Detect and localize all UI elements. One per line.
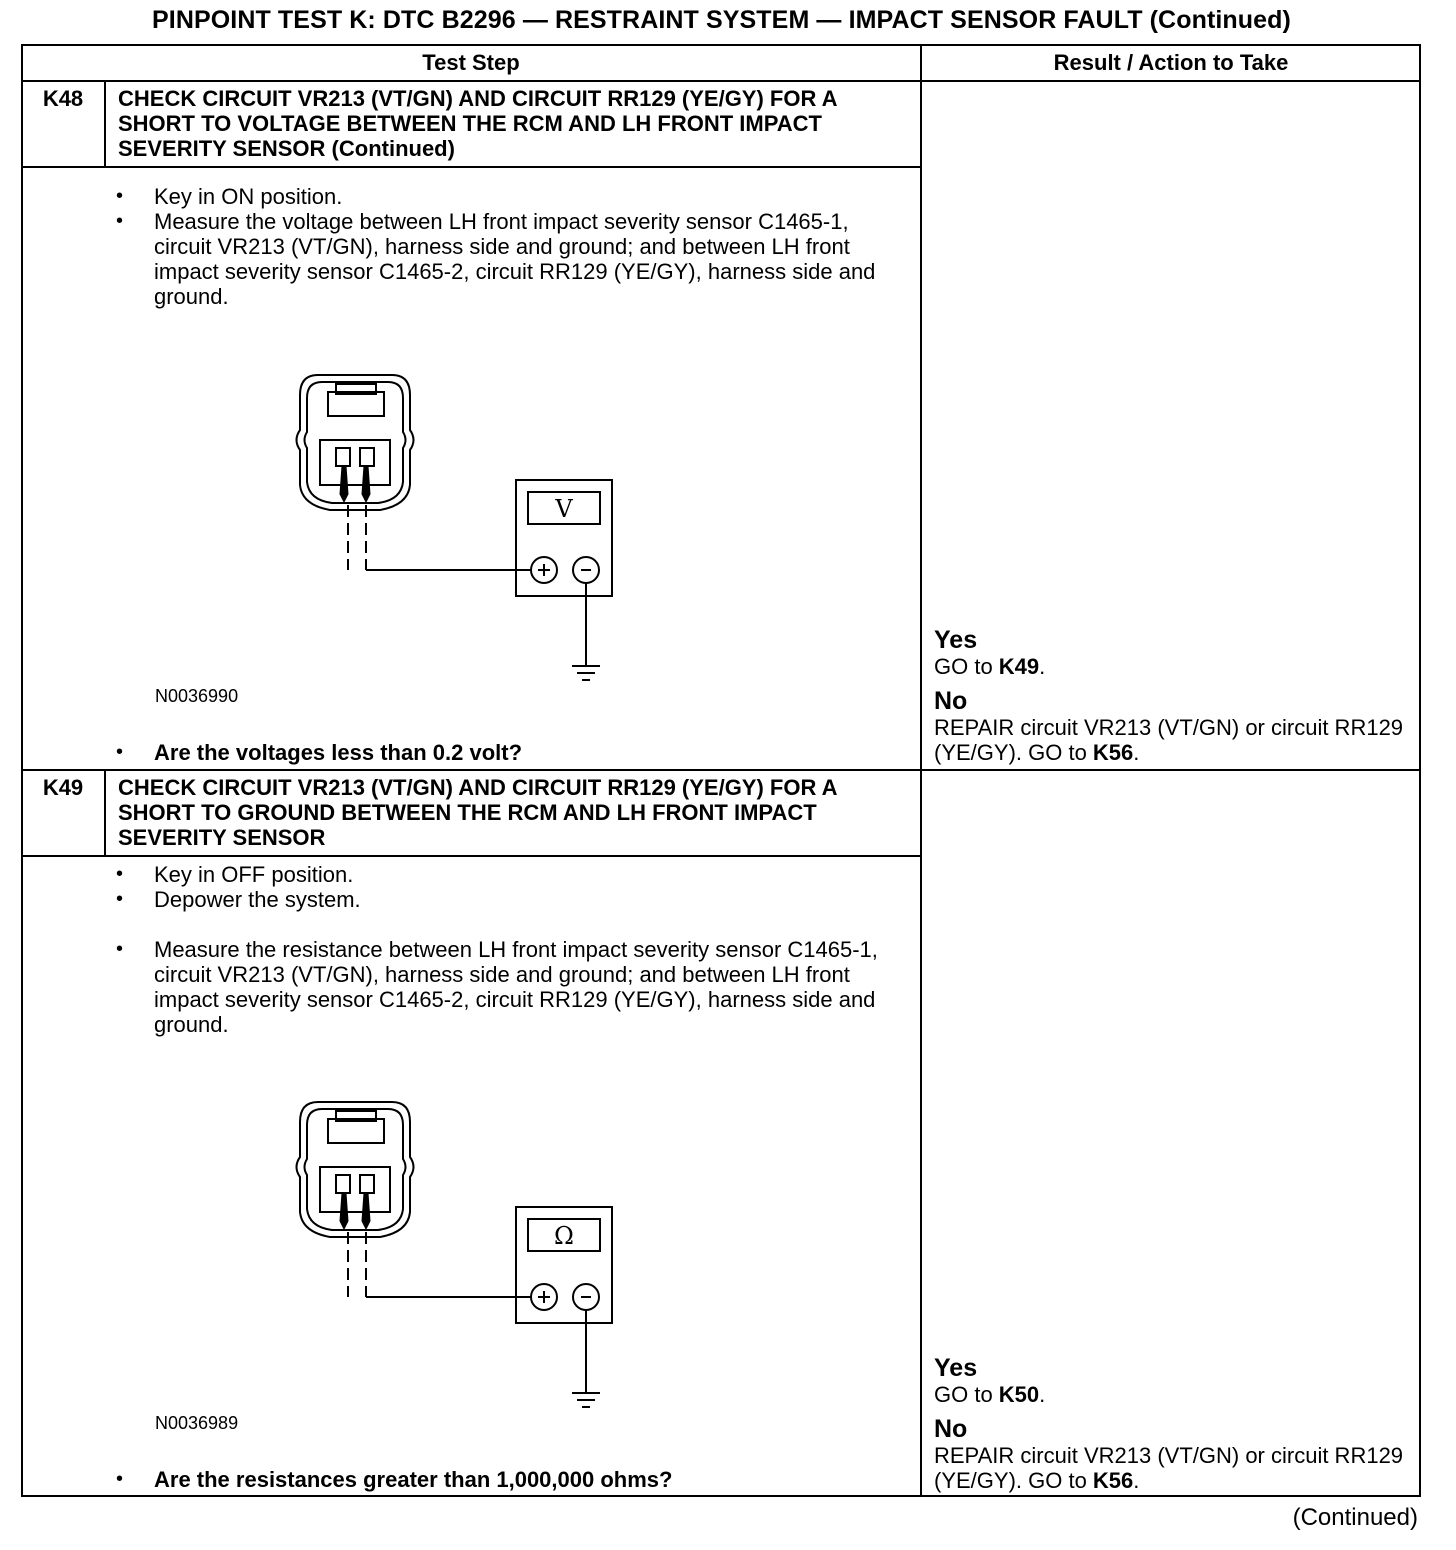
goto-link[interactable]: K49 — [998, 654, 1040, 679]
step-separator — [21, 769, 1421, 771]
step-instructions — [112, 862, 902, 1037]
continued-note: (Continued) — [1292, 1504, 1418, 1531]
header-result-action: Result / Action to Take — [1053, 50, 1289, 75]
step-result — [934, 626, 1414, 765]
resistance-test-diagram — [290, 1097, 630, 1427]
no-action: REPAIR circuit VR213 (VT/GN) or circuit RR129 (YE/GY). GO to K56. — [934, 715, 1404, 765]
step-id: K48 — [42, 86, 84, 111]
ground-symbol-icon — [572, 1310, 600, 1407]
goto-link[interactable]: K50 — [998, 1382, 1040, 1407]
yes-action: GO to K50. — [934, 1382, 1046, 1407]
harness-wire — [348, 1232, 532, 1297]
page-title: PINPOINT TEST K: DTC B2296 — RESTRAINT SYSTEM — IMPACT SENSOR FAULT (Continued) — [152, 6, 1291, 34]
header-test-step: Test Step — [422, 50, 520, 75]
ground-symbol-icon — [572, 583, 600, 680]
instruction-item: • Depower the system. — [112, 887, 902, 912]
instruction-item: • Key in ON position. — [112, 184, 902, 209]
step-instructions — [112, 184, 902, 309]
harness-wire — [348, 505, 532, 570]
no-action: REPAIR circuit VR213 (VT/GN) or circuit RR129 (YE/GY). GO to K56. — [934, 1443, 1404, 1493]
instruction-item: • Measure the resistance between LH front impact severity sensor C1465-1, circuit VR213 (VT/GN), harness side and ground; and between LH front impact severity sensor C1465-2, circuit RR129 (YE/GY), harness side and ground. — [112, 937, 902, 1037]
figure-id: N0036989 — [155, 1413, 239, 1433]
step-question: • Are the voltages less than 0.2 volt? — [112, 740, 954, 765]
step-title-divider — [21, 855, 921, 857]
instruction-item: • Measure the voltage between LH front impact severity sensor C1465-1, circuit VR213 (VT/GN), harness side and ground; and between LH front impact severity sensor C1465-2, circuit RR129 (YE/GY), harness side and ground. — [112, 209, 902, 309]
yes-label: Yes — [934, 1354, 978, 1382]
step-id-divider — [104, 80, 106, 167]
step-id-divider — [104, 769, 106, 857]
goto-link[interactable]: K56 — [1092, 1468, 1134, 1493]
meter-symbol: Ω — [554, 1222, 574, 1250]
connector-icon — [297, 1102, 414, 1237]
no-label: No — [934, 687, 968, 715]
figure-id: N0036990 — [155, 686, 239, 706]
voltage-test-diagram — [290, 370, 630, 700]
step-title: CHECK CIRCUIT VR213 (VT/GN) AND CIRCUIT RR129 (YE/GY) FOR A SHORT TO GROUND BETWEEN THE RCM AND LH FRONT IMPACT SEVERITY SENSOR — [118, 775, 837, 850]
no-label: No — [934, 1415, 968, 1443]
step-title: CHECK CIRCUIT VR213 (VT/GN) AND CIRCUIT RR129 (YE/GY) FOR A SHORT TO VOLTAGE BETWEEN THE RCM AND LH FRONT IMPACT SEVERITY SENSOR (Continued) — [118, 86, 837, 161]
step-title-divider — [21, 166, 921, 168]
step-question: • Are the resistances greater than 1,000,000 ohms? — [112, 1467, 954, 1492]
goto-link[interactable]: K56 — [1092, 740, 1134, 765]
instruction-item: • Key in OFF position. — [112, 862, 902, 887]
yes-label: Yes — [934, 626, 978, 654]
step-id: K49 — [42, 775, 84, 800]
header-divider — [21, 80, 1421, 82]
connector-icon — [297, 375, 414, 510]
meter-symbol: V — [555, 495, 573, 523]
yes-action: GO to K49. — [934, 654, 1046, 679]
step-result — [934, 1354, 1414, 1493]
